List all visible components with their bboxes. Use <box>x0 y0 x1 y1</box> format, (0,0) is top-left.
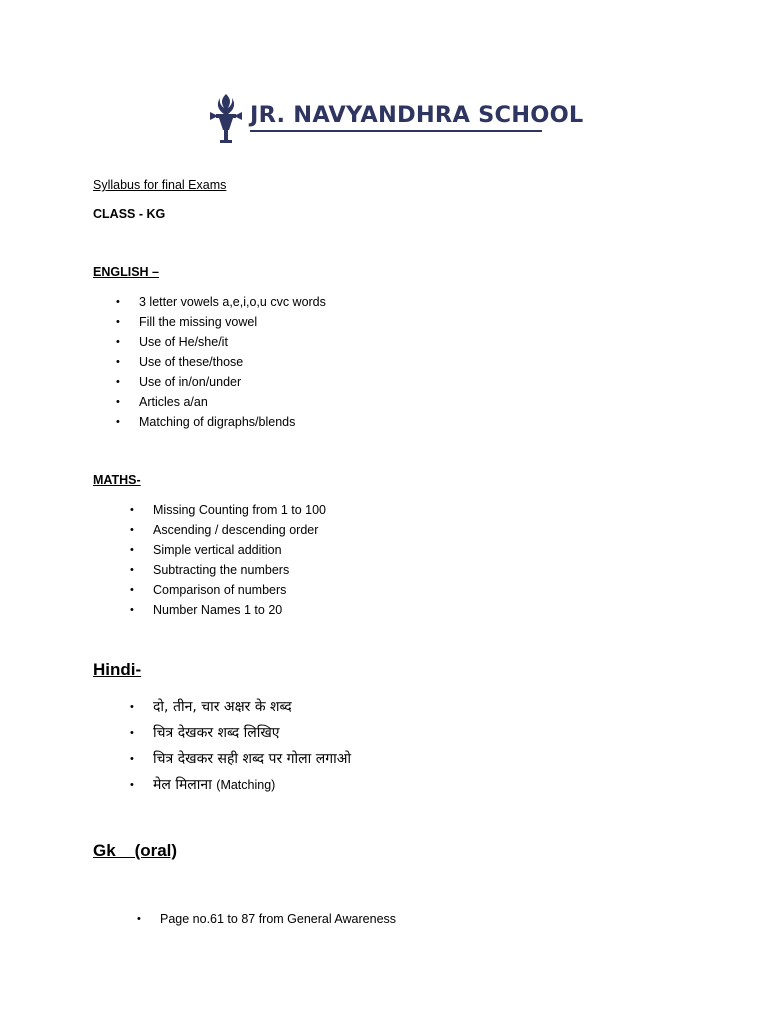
bullet-icon: • <box>116 356 120 368</box>
school-logo <box>206 90 584 146</box>
maths-heading: MATHS- <box>93 473 141 487</box>
bullet-icon: • <box>130 504 134 516</box>
bullet-icon: • <box>116 376 120 388</box>
bullet-icon: • <box>137 913 141 925</box>
bullet-icon: • <box>130 564 134 576</box>
bullet-icon: • <box>116 396 120 408</box>
hindi-heading: Hindi- <box>93 660 142 679</box>
bullet-icon: • <box>130 584 134 596</box>
class-label: CLASS - KG <box>93 207 166 221</box>
logo-underline <box>250 130 542 132</box>
bullet-icon: • <box>130 779 134 791</box>
english-heading: ENGLISH – <box>93 265 159 279</box>
bullet-icon: • <box>130 753 134 765</box>
bullet-icon: • <box>116 336 120 348</box>
bullet-icon: • <box>130 604 134 616</box>
bullet-icon: • <box>116 316 120 328</box>
bullet-icon: • <box>130 727 134 739</box>
school-name: JR. NAVYANDHRA SCHOOL <box>250 102 584 128</box>
torch-emblem-icon <box>206 90 246 146</box>
bullet-icon: • <box>130 544 134 556</box>
gk-heading: Gk (oral) <box>93 841 178 860</box>
bullet-icon: • <box>116 296 120 308</box>
bullet-icon: • <box>130 524 134 536</box>
bullet-icon: • <box>116 416 120 428</box>
bullet-icon: • <box>130 701 134 713</box>
document-title: Syllabus for final Exams <box>93 178 227 192</box>
